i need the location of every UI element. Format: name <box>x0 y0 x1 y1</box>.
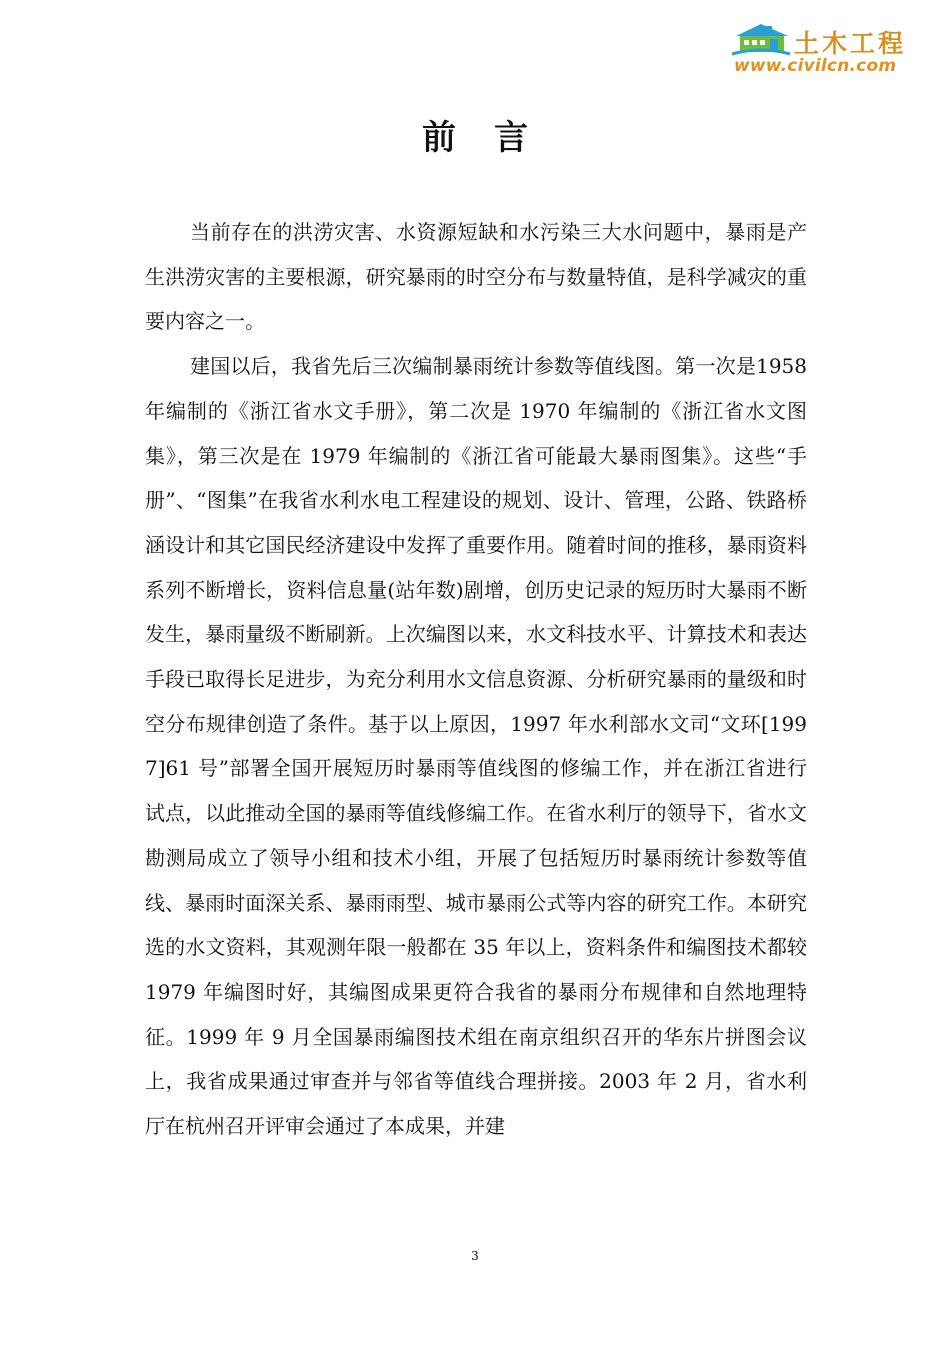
page-title: 前言 <box>422 118 566 158</box>
logo-url: www.civilcn.com <box>734 56 897 76</box>
page-number: 3 <box>471 1249 479 1263</box>
logo-chinese-name: 土木工程 <box>794 29 907 58</box>
site-logo <box>730 22 915 82</box>
body-text <box>145 210 807 1149</box>
paragraph-1: 当前存在的洪涝灾害、水资源短缺和水污染三大水问题中，暴雨是产生洪涝灾害的主要根源，研究暴雨的时空分布与数量特值，是科学减灾的重要内容之一。 <box>145 220 807 334</box>
house-icon <box>730 22 792 58</box>
paragraph-2: 建国以后，我省先后三次编制暴雨统计参数等值线图。第一次是1958 年编制的《浙江省水文手册》，第二次是 1970 年编制的《浙江省水文图集》，第三次是在 1979 年编制的《浙江省可能最大暴雨图集》。这些“手册”、“图集”在我省水利水电工程建设的规划、设计、管理，公路、铁路桥涵设计和其它国民经济建设中发挥了重要作用。随着时间的推移，暴雨资料系列不断增长，资料信息量(站年数)剧增，创历史记录的短历时大暴雨不断发生，暴雨量级不断刷新。上次编图以来，水文科技水平、计算技术和表达手段已取得长足进步，为充分利用水文信息资源、分析研究暴雨的量级和时空分布规律创造了条件。基于以上原因，1997 年水利部水文司“文环[1997]61 号”部署全国开展短历时暴雨等值线图的修编工作，并在浙江省进行试点，以此推动全国的暴雨等值线修编工作。在省水利厅的领导下，省水文勘测局成立了领导小组和技术小组，开展了包括短历时暴雨统计参数等值线、暴雨时面深关系、暴雨雨型、城市暴雨公式等内容的研究工作。本研究选的水文资料，其观测年限一般都在 35 年以上，资料条件和编图技术都较 1979 年编图时好，其编图成果更符合我省的暴雨分布规律和自然地理特征。1999 年 9 月全国暴雨编图技术组在南京组织召开的华东片拼图会议上，我省成果通过审查并与邻省等值线合理拼接。2003 年 2 月，省水利厅在杭州召开评审会通过了本成果，并建 <box>145 354 807 1139</box>
